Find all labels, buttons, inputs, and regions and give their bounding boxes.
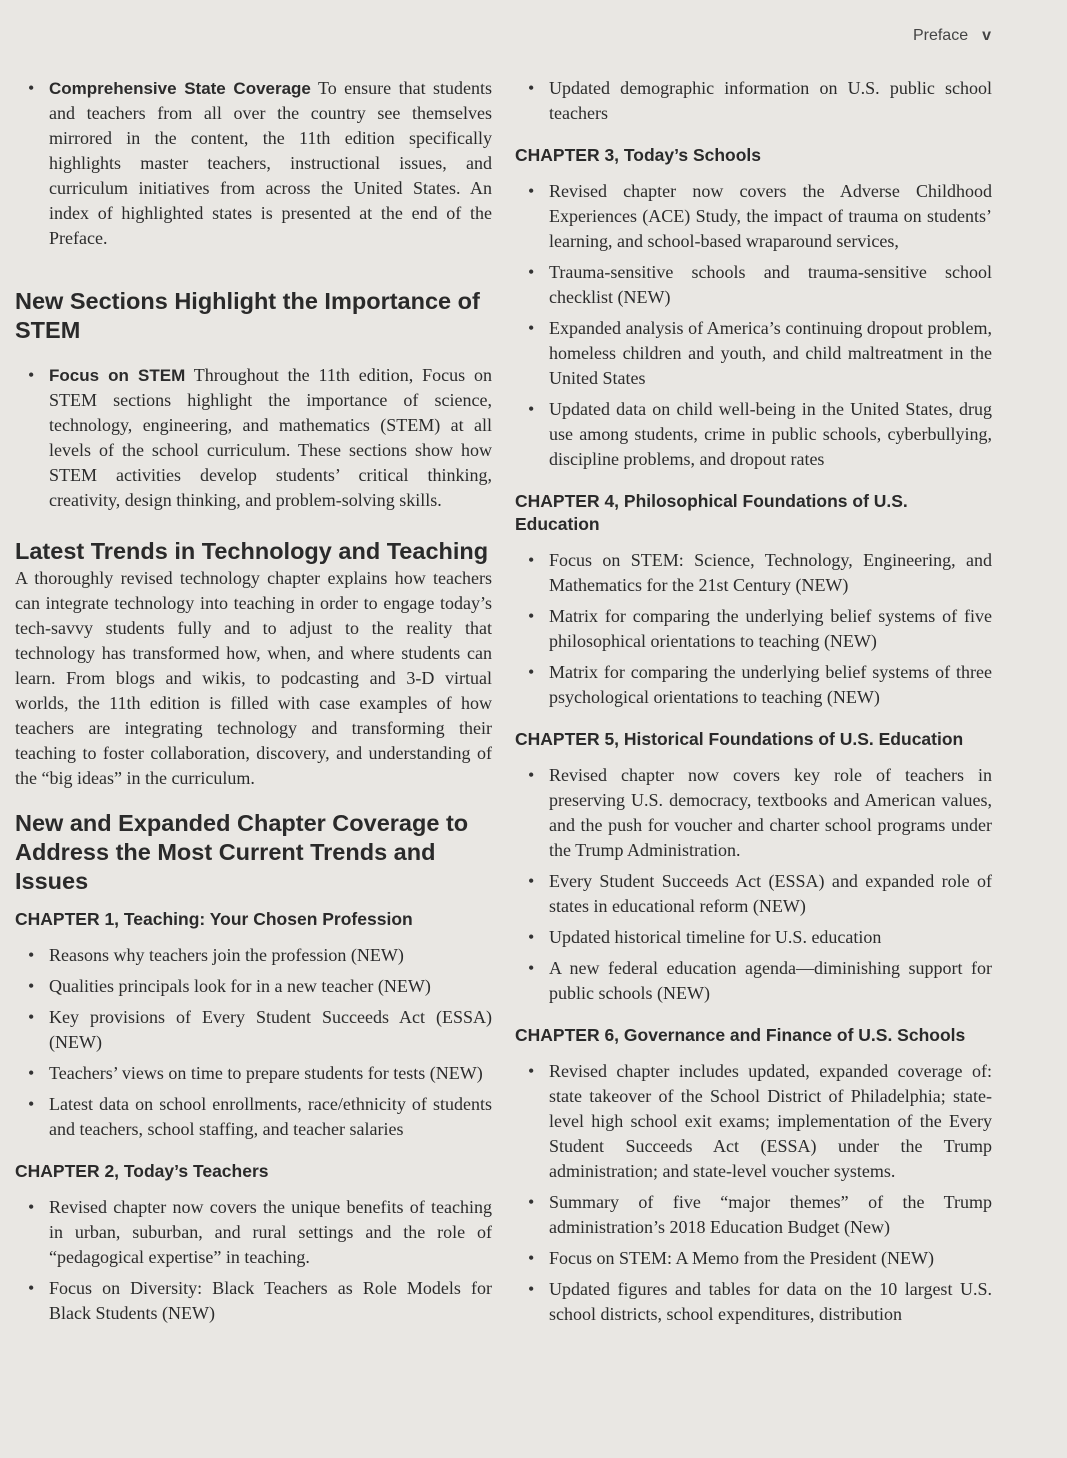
bullet-lead: Focus on STEM [49, 366, 186, 385]
chapter6-list [515, 1059, 992, 1327]
chapter5-list [515, 763, 992, 1006]
list-item: • Updated data on child well-being in the United States, drug use among students, crime in public schools, cyberbullying, discipline problems, and dropout rates [515, 397, 992, 472]
list-item: • Revised chapter now covers the Adverse Childhood Experiences (ACE) Study, the impact of trauma on students’ learning, and school-based wraparound services, [515, 179, 992, 254]
chapter2-continued-list [515, 76, 992, 126]
bullet-lead: Comprehensive State Coverage [49, 79, 311, 98]
coverage-heading: New and Expanded Chapter Coverage to Address the Most Current Trends and Issues [15, 810, 469, 894]
list-item: • Matrix for comparing the underlying belief systems of five philosophical orientations to teaching (NEW) [515, 604, 992, 654]
intro-list [15, 76, 492, 251]
chapter2-list [15, 1195, 492, 1326]
page-number: v [982, 27, 991, 44]
stem-list [15, 363, 492, 513]
chapter1-list [15, 943, 492, 1142]
list-item [15, 363, 492, 513]
list-item: • Summary of five “major themes” of the Trump administration’s 2018 Education Budget (New) [515, 1190, 992, 1240]
chapter1-heading: CHAPTER 1, Teaching: Your Chosen Profession [15, 909, 413, 929]
section-title: Preface [912, 27, 969, 44]
chapter4-list [515, 548, 992, 710]
tech-paragraph: A thoroughly revised technology chapter explains how teachers can integrate technology into teaching in order to engage today’s tech-savvy students fully and to adjust to the reality that technology has transformed how, when, and where students can learn. From blogs and wikis, to podcasting and 3-D virtual worlds, the 11th edition is filled with case examples of how teachers are integrating technology and transforming their teaching to foster collaboration, discovery, and understanding of the “big ideas” in the curriculum. [15, 568, 492, 788]
list-item: • Revised chapter now covers the unique benefits of teaching in urban, suburban, and rural settings and the role of “pedagogical expertise” in teaching. [15, 1195, 492, 1270]
chapter2-heading: CHAPTER 2, Today’s Teachers [15, 1161, 269, 1181]
list-item: • Trauma-sensitive schools and trauma-sensitive school checklist (NEW) [515, 260, 992, 310]
chapter3-heading: CHAPTER 3, Today’s Schools [515, 145, 762, 165]
list-item: • Expanded analysis of America’s continuing dropout problem, homeless children and youth, and child maltreatment in the United States [515, 316, 992, 391]
tech-heading: Latest Trends in Technology and Teaching [15, 538, 489, 564]
list-item: • Key provisions of Every Student Succeeds Act (ESSA) (NEW) [15, 1005, 492, 1055]
running-head [913, 27, 991, 45]
chapter4-heading: CHAPTER 4, Philosophical Foundations of U.S. Education [515, 491, 908, 534]
list-item: • Matrix for comparing the underlying belief systems of three psychological orientations to teaching (NEW) [515, 660, 992, 710]
list-item: • Updated historical timeline for U.S. education [515, 925, 992, 950]
list-item: • Updated figures and tables for data on the 10 largest U.S. school districts, school expenditures, distribution [515, 1277, 992, 1327]
list-item: • Latest data on school enrollments, race/ethnicity of students and teachers, school staffing, and teacher salaries [15, 1092, 492, 1142]
list-item: • Focus on Diversity: Black Teachers as Role Models for Black Students (NEW) [15, 1276, 492, 1326]
list-item: • Revised chapter now covers key role of teachers in preserving U.S. democracy, textbooks and American values, and the push for voucher and charter school programs under the Trump Administration. [515, 763, 992, 863]
stem-heading: New Sections Highlight the Importance of STEM [15, 288, 480, 343]
list-item: • Teachers’ views on time to prepare students for tests (NEW) [15, 1061, 492, 1086]
chapter5-heading: CHAPTER 5, Historical Foundations of U.S. Education [515, 729, 964, 749]
list-item: • Focus on STEM: A Memo from the President (NEW) [515, 1246, 992, 1271]
list-item: • Updated demographic information on U.S. public school teachers [515, 76, 992, 126]
left-column [15, 76, 492, 1332]
bullet-text: Throughout the 11th edition, Focus on STEM sections highlight the importance of science, technology, engineering, and mathematics (STEM) at all levels of the school curriculum. These sections show how STEM activities develop students’ critical thinking, creativity, design thinking, and problem-solving skills. [49, 365, 492, 510]
list-item: • Reasons why teachers join the profession (NEW) [15, 943, 492, 968]
chapter3-list [515, 179, 992, 472]
chapter6-heading: CHAPTER 6, Governance and Finance of U.S. Schools [515, 1025, 966, 1045]
bullet-text: To ensure that students and teachers from all over the country see themselves mirrored in the content, the 11th edition specifically highlights master teachers, instructional issues, and curriculum initiatives from across the United States. An index of highlighted states is presented at the end of the Preface. [49, 78, 492, 248]
list-item: • A new federal education agenda—diminishing support for public schools (NEW) [515, 956, 992, 1006]
list-item: • Revised chapter includes updated, expanded coverage of: state takeover of the School District of Philadelphia; state-level high school exit exams; implementation of the Every Student Succeeds Act (ESSA) under the Trump administration; and state-level voucher systems. [515, 1059, 992, 1184]
list-item: • Every Student Succeeds Act (ESSA) and expanded role of states in educational reform (NEW) [515, 869, 992, 919]
list-item [15, 76, 492, 251]
list-item: • Qualities principals look for in a new teacher (NEW) [15, 974, 492, 999]
right-column [515, 76, 992, 1333]
list-item: • Focus on STEM: Science, Technology, Engineering, and Mathematics for the 21st Century (NEW) [515, 548, 992, 598]
